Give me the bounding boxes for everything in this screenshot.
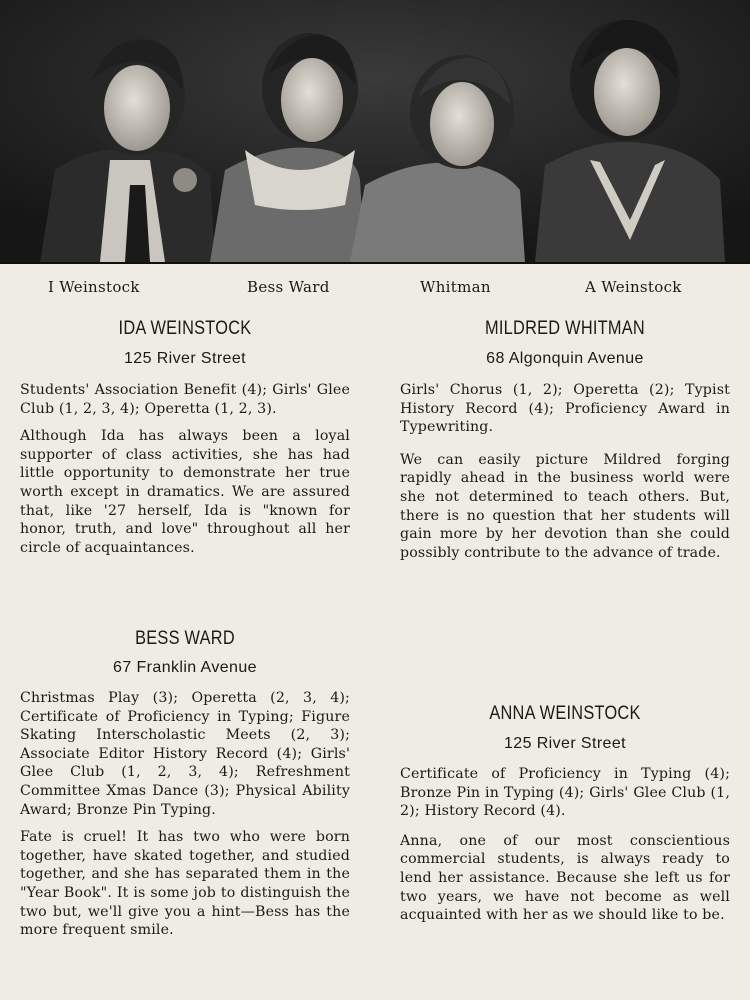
student-name: BESS WARD (135, 628, 235, 649)
student-activities: Christmas Play (3); Operetta (2, 3, 4); Certificate of Proficiency in Typing; Figure Skating Interscholastic Meets (2, 3); Associate Editor History Record (4); Girls' Glee Club (1, 2, 3, 4); Refreshment Committee Xmas Dance (3); Physical Ability Award; Bronze Pin Typing. (20, 690, 350, 818)
student-address: 67 Franklin Avenue (113, 659, 257, 676)
caption-2: Bess Ward (247, 278, 330, 296)
student-address: 125 River Street (123, 350, 246, 367)
student-activities: Girls' Chorus (1, 2); Operetta (2); Typist History Record (4); Proficiency Award in Typewriting. (400, 382, 730, 436)
student-description: We can easily picture Mildred forging rapidly ahead in the business world were she not determined to teach others. But, there is no question that her students will gain more by her devotion than she could possibly contribute to the advance of trade. (400, 451, 730, 561)
caption-3: Whitman (420, 278, 491, 296)
student-address: 68 Algonquin Avenue (486, 350, 644, 367)
group-photo (0, 0, 750, 264)
student-name: ANNA WEINSTOCK (489, 703, 641, 724)
student-activities: Students' Association Benefit (4); Girls' Glee Club (1, 2, 3, 4); Operetta (1, 2, 3). (20, 382, 350, 417)
student-name: MILDRED WHITMAN (484, 318, 646, 339)
student-ida-weinstock (20, 318, 350, 557)
student-activities: Certificate of Proficiency in Typing (4); Bronze Pin in Typing (4); Girls' Glee Club (1, 2); History Record (4). (400, 766, 730, 820)
student-name: IDA WEINSTOCK (118, 318, 252, 339)
photo-captions (0, 278, 750, 302)
student-mildred-whitman (400, 318, 730, 562)
student-address: 125 River Street (503, 735, 626, 752)
student-description: Fate is cruel! It has two who were born together, have skated together, and studied together, and she has separated them in the "Year Book". It is some job to distinguish the two but, we'll give you a hint—Bess has the more frequent smile. (20, 829, 350, 939)
caption-4: A Weinstock (585, 278, 682, 296)
student-anna-weinstock (400, 703, 730, 925)
student-description: Although Ida has always been a loyal supporter of class activities, she has had little opportunity to demonstrate her true worth except in dramatics. We are assured that, like '27 herself, Ida is "known for honor, truth, and love" throughout all her circle of acquaintances. (20, 428, 350, 556)
student-description: Anna, one of our most conscientious commercial students, is always ready to lend her assistance. Because she left us for two years, we have not become as well acquainted with her as we should like to be. (400, 832, 730, 924)
student-bess-ward (20, 628, 350, 940)
caption-1: I Weinstock (48, 278, 140, 296)
